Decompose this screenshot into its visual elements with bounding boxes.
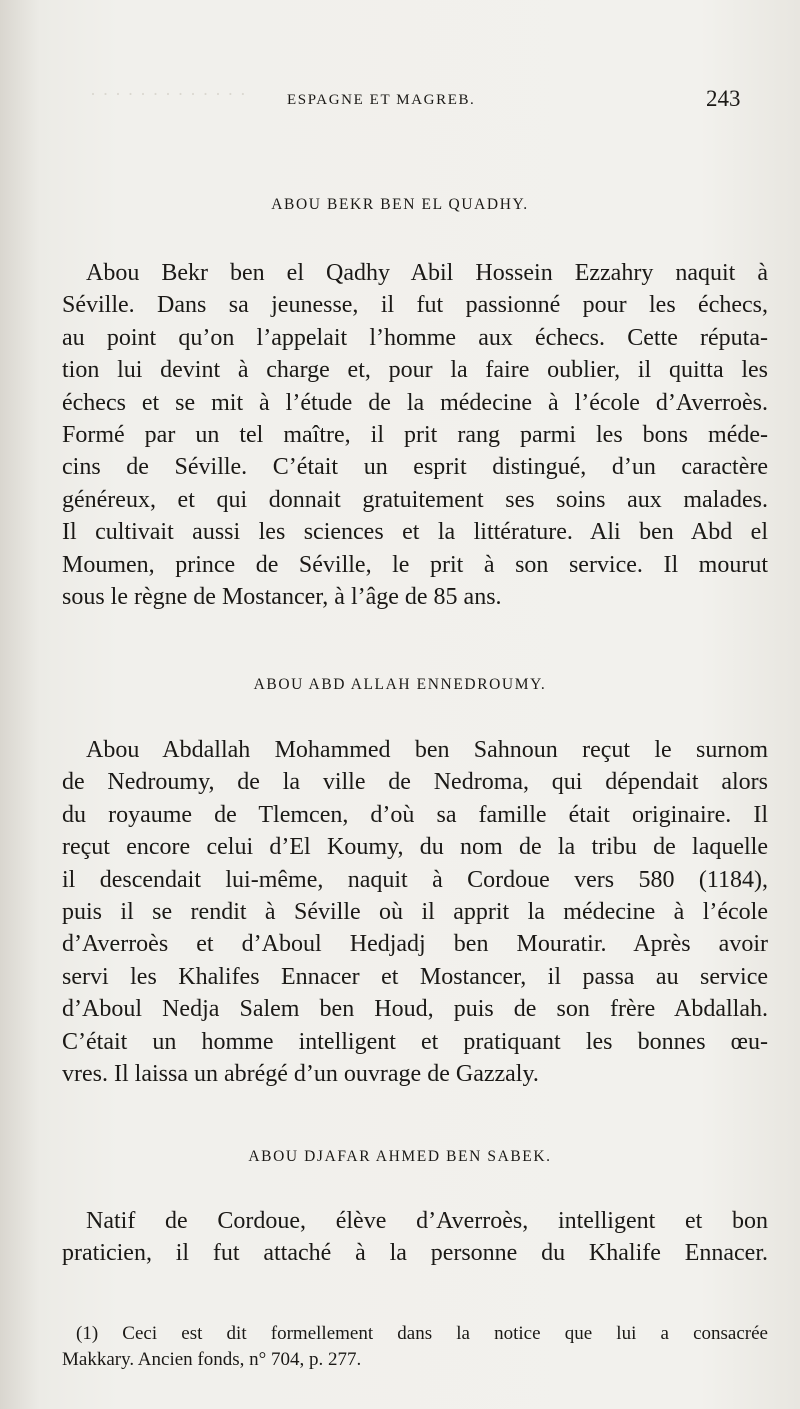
paragraph-abou-abd-allah [62,734,768,1090]
text-line: Abou Abdallah Mohammed ben Sahnoun reçut le surnom [86,737,768,763]
text-line: servi les Khalifes Ennacer et Mostancer, il passa au service [62,963,768,990]
section-title-abou-djafar: ABOU DJAFAR AHMED BEN SABEK. [248,1148,552,1165]
running-head: ESPAGNE ET MAGREB. [287,92,476,108]
paragraph-abou-djafar [62,1205,768,1270]
text-line: Moumen, prince de Séville, le prit à son service. Il mourut [62,551,768,578]
section-title-abou-abd-allah: ABOU ABD ALLAH ENNEDROUMY. [253,676,547,693]
text-line: Formé par un tel maître, il prit rang parmi les bons méde- [62,422,768,449]
show-through-text: · · · · · · · · · · · · · [90,84,247,104]
footnote-line: (1) Ceci est dit formellement dans la notice que lui a consacrée [76,1323,768,1344]
text-line: cins de Séville. C’était un esprit distingué, d’un caractère [62,454,768,481]
text-line: praticien, il fut attaché à la personne du Khalife Ennacer. [62,1240,768,1267]
text-line: de Nedroumy, de la ville de Nedroma, qui dépendait alors [62,769,768,796]
text-line: Natif de Cordoue, élève d’Averroès, intelligent et bon [86,1208,768,1234]
text-line: au point qu’on l’appelait l’homme aux échecs. Cette réputa- [62,324,768,351]
page-number: 243 [706,86,741,111]
text-line: vres. Il laissa un abrégé d’un ouvrage de Gazzaly. [62,1061,539,1088]
text-line: Séville. Dans sa jeunesse, il fut passionné pour les échecs, [62,292,768,319]
text-line: tion lui devint à charge et, pour la faire oublier, il quitta les [62,357,768,384]
text-line: il descendait lui-même, naquit à Cordoue vers 580 (1184), [62,866,768,893]
text-line: d’Aboul Nedja Salem ben Houd, puis de son frère Abdallah. [62,996,768,1023]
text-line: C’était un homme intelligent et pratiquant les bonnes œu- [62,1028,768,1055]
text-line: généreux, et qui donnait gratuitement ses soins aux malades. [62,486,768,513]
text-line: Il cultivait aussi les sciences et la littérature. Ali ben Abd el [62,519,768,546]
footnote-line: Makkary. Ancien fonds, n° 704, p. 277. [62,1349,362,1370]
text-line: reçut encore celui d’El Koumy, du nom de la tribu de laquelle [62,834,768,861]
text-line: sous le règne de Mostancer, à l’âge de 85 ans. [62,584,502,611]
text-line: Abou Bekr ben el Qadhy Abil Hossein Ezzahry naquit à [86,260,768,286]
text-line: du royaume de Tlemcen, d’où sa famille était originaire. Il [62,801,768,828]
text-line: d’Averroès et d’Aboul Hedjadj ben Mouratir. Après avoir [62,931,768,958]
text-line: échecs et se mit à l’étude de la médecine à l’école d’Averroès. [62,389,768,416]
paragraph-abou-bekr [62,257,768,613]
page-header [0,88,800,118]
text-line: puis il se rendit à Séville où il apprit la médecine à l’école [62,899,768,926]
section-title-abou-bekr: ABOU BEKR BEN EL QUADHY. [271,196,529,213]
footnote [62,1321,768,1373]
